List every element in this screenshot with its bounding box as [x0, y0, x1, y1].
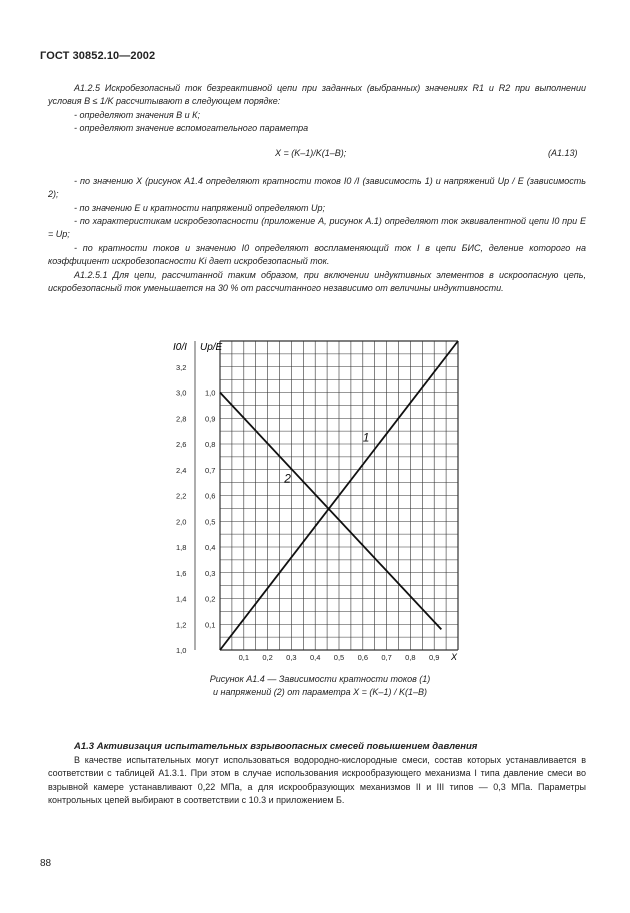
x-tick-label: 0,7	[381, 653, 392, 662]
y-right-tick-label: 0,8	[205, 440, 216, 449]
paragraph-a1-2-5-1: А1.2.5.1 Для цепи, рассчитанной таким образом, при включении индуктивных элементов в искроопасную цепь, искробезопасный ток уменьшается на 30 % от рассчитанного независимо от величины индуктивности.	[48, 270, 586, 294]
paragraph-a1-2-5: А1.2.5 Искробезопасный ток безреактивной цепи при заданных (выбранных) значениях R1 и R2 при выполнении условия B ≤ 1/K рассчитывают в следующем порядке:	[48, 83, 586, 107]
y-right-tick-label: 0,6	[205, 491, 216, 501]
x-tick-label: 0,4	[309, 653, 321, 662]
y-left-tick-label: 1,6	[176, 568, 187, 578]
y-left-tick-label: 2,6	[176, 440, 187, 449]
list-item-determine-up: - по значению E и кратности напряжений определяют Up;	[74, 203, 325, 213]
y-left-axis-label: I0/I	[173, 342, 187, 353]
page-number: 88	[40, 858, 52, 869]
list-item-by-x: - по значению X (рисунок А1.4 определяют кратности токов I0 /I (зависимость 1) и напряжений Up / E (зависимость 2);	[48, 176, 586, 200]
y-left-tick-label: 2,0	[176, 517, 187, 527]
chart-ticks	[176, 363, 439, 662]
figure-caption-line2: и напряжений (2) от параметра X = (K–1) / K(1–B)	[213, 687, 427, 697]
list-item-ignition-current: - по кратности токов и значению I0 определяют воспламеняющий ток I в цепи БИС, деление которого на коэффициент искробезопасности Ki дает искробезопасный ток.	[48, 243, 586, 267]
list-item-aux-parameter: - определяют значение вспомогательного параметра	[74, 123, 309, 133]
list-item-determine-b-k: - определяют значения В и К;	[74, 110, 200, 120]
y-left-tick-label: 2,4	[176, 465, 187, 475]
series-label-1: 1	[362, 430, 370, 445]
y-right-tick-label: 0,3	[205, 568, 216, 578]
formula-a1-13: X = (K–1)/K(1–B);	[275, 148, 347, 158]
y-left-tick-label: 1,4	[176, 594, 187, 604]
x-tick-label: 0,6	[357, 653, 369, 662]
y-right-tick-label: 0,5	[205, 517, 216, 527]
figure-caption	[170, 673, 470, 699]
y-left-tick-label: 3,2	[176, 362, 187, 372]
y-left-tick-label: 3,0	[176, 388, 187, 398]
series-label-2: 2	[284, 471, 291, 486]
y-left-tick-label: 2,2	[176, 491, 187, 501]
x-tick-label: 0,3	[286, 653, 297, 662]
section-a1-3-title: А1.3 Активизация испытательных взрывоопасных смесей повышением давления	[74, 741, 478, 752]
figure-caption-line1: Рисунок А1.4 — Зависимости кратности токов (1)	[209, 674, 431, 684]
x-tick-label: 0,8	[405, 653, 416, 662]
y-left-tick-label: 1,2	[176, 620, 187, 630]
x-tick-label: 0,2	[262, 653, 273, 662]
y-right-axis-label: Up/E	[200, 342, 223, 353]
y-left-tick-label: 1,8	[176, 543, 187, 552]
y-right-tick-label: 0,4	[205, 543, 216, 552]
x-tick-label: 0,9	[428, 653, 440, 662]
document-header: ГОСТ 30852.10—2002	[40, 50, 156, 62]
list-item-equivalent-current: - по характеристикам искробезопасности (приложение А, рисунок А.1) определяют ток эквивалентной цепи I0 при E = Up;	[48, 216, 586, 240]
x-tick-label: 0,1	[238, 653, 250, 662]
x-tick-label: 0,5	[333, 653, 345, 662]
chart-grid	[195, 341, 458, 650]
y-right-tick-label: 1,0	[205, 388, 216, 398]
y-right-tick-label: 0,1	[205, 620, 216, 630]
paragraph-a1-3: В качестве испытательных могут использоваться водородно-кислородные смеси, состав которых устанавливается в соответствии с таблицей А1.3.1. При этом в случае использования искрообразующего механизма I типа давление смеси во взрывной камере устанавливают 0,22 МПа, а для искрообразующих механизмов II и III типов — 0,3 МПа. Параметры контрольных цепей выбирают в соответствии с 10.3 и приложением Б.	[48, 755, 586, 806]
y-right-tick-label: 0,7	[205, 465, 216, 475]
formula-number: (А1.13)	[548, 148, 578, 158]
y-left-tick-label: 1,0	[176, 646, 187, 655]
y-left-tick-label: 2,8	[176, 414, 187, 424]
y-right-tick-label: 0,9	[205, 414, 216, 424]
series-line-2	[220, 393, 441, 630]
y-right-tick-label: 0,2	[205, 594, 216, 604]
x-axis-label: X	[451, 652, 458, 662]
